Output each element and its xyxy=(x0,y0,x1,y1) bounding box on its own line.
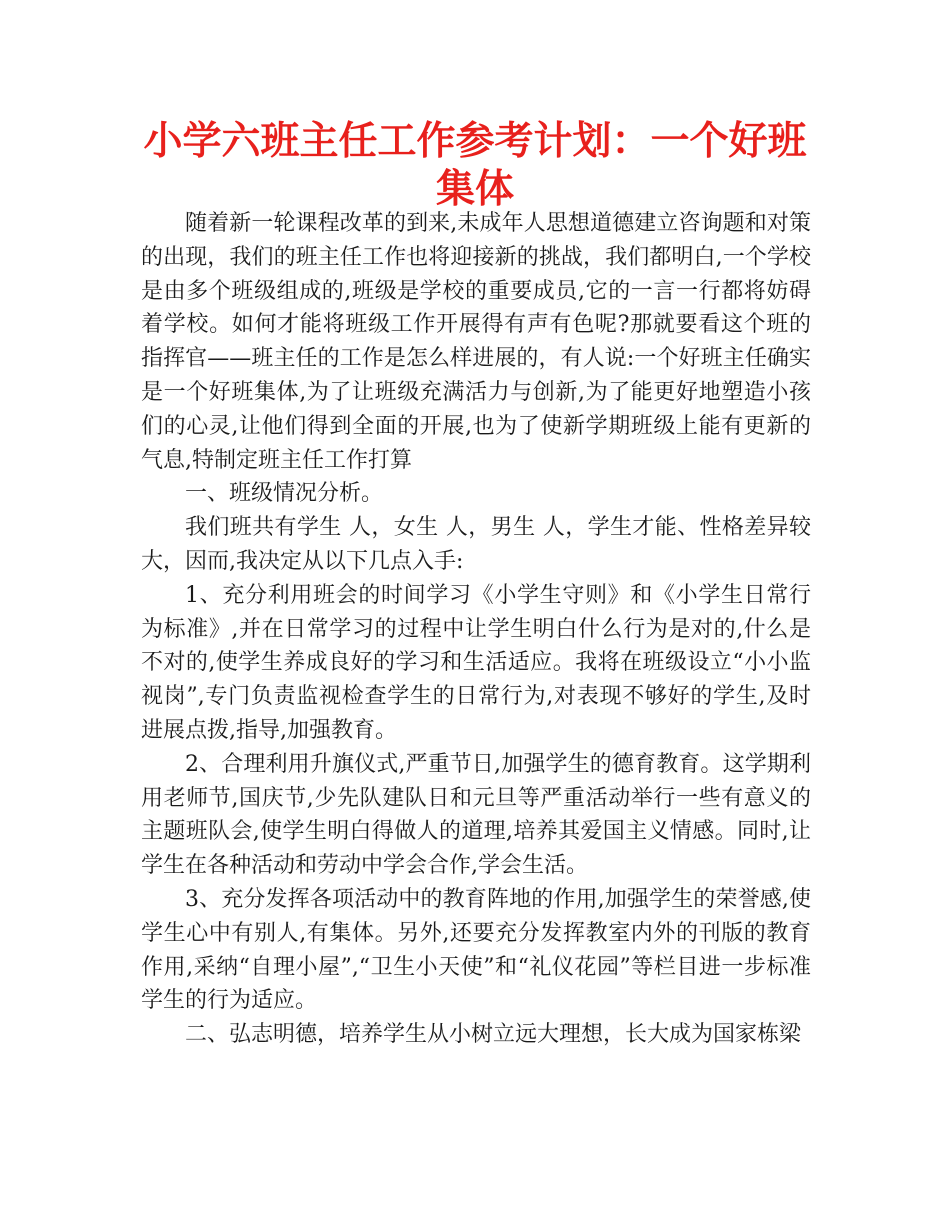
paragraph-section-1-heading: 一、班级情况分析。 xyxy=(185,481,384,507)
paragraph-item-1: 1、充分利用班会的时间学习《小学生守则》和《小学生日常行为标准》,并在日常学习的过程中让学生明白什么行为是对的,什么是不对的,使学生养成良好的学习和生活适应。我将在班级设立“小小监视岗”,专门负责监视检查学生的日常行为,对表现不够好的学生,及时进展点拨,指导,加强教育。 xyxy=(141,582,811,743)
paragraph-item-2: 2、合理利用升旗仪式,严重节日,加强学生的德育教育。这学期利用老师节,国庆节,少先队建队日和元旦等严重活动举行一些有意义的主题班队会,使学生明白得做人的道理,培养其爱国主义情感。同时,让学生在各种活动和劳动中学会合作,学会生活。 xyxy=(141,751,811,879)
paragraph-class-overview: 我们班共有学生 人，女生 人，男生 人，学生才能、性格差异较大，因而,我决定从以下几点入手: xyxy=(141,515,811,574)
document-title: 小学六班主任工作参考计划：一个好班集体 xyxy=(143,119,807,212)
paragraph-item-3: 3、充分发挥各项活动中的教育阵地的作用,加强学生的荣誉感,使学生心中有别人,有集体。另外,还要充分发挥教室内外的刊版的教育作用,采纳“自理小屋”,“卫生小天使”和“礼仪花园”等栏目进一步标准学生的行为适应。 xyxy=(141,886,811,1014)
paragraph-section-2-heading: 二、弘志明德，培养学生从小树立远大理想，长大成为国家栋梁 xyxy=(185,1022,802,1048)
document-body xyxy=(141,207,811,1052)
paragraph-intro: 随着新一轮课程改革的到来,未成年人思想道德建立咨询题和对策的出现，我们的班主任工作也将迎接新的挑战，我们都明白,一个学校是由多个班级组成的,班级是学校的重要成员,它的一言一行都将妨碍着学校。如何才能将班级工作开展得有声有色呢?那就要看这个班的指挥官——班主任的工作是怎么样进展的，有人说:一个好班主任确实是一个好班集体,为了让班级充满活力与创新,为了能更好地塑造小孩们的心灵,让他们得到全面的开展,也为了使新学期班级上能有更新的气息,特制定班主任工作打算 xyxy=(141,211,811,473)
